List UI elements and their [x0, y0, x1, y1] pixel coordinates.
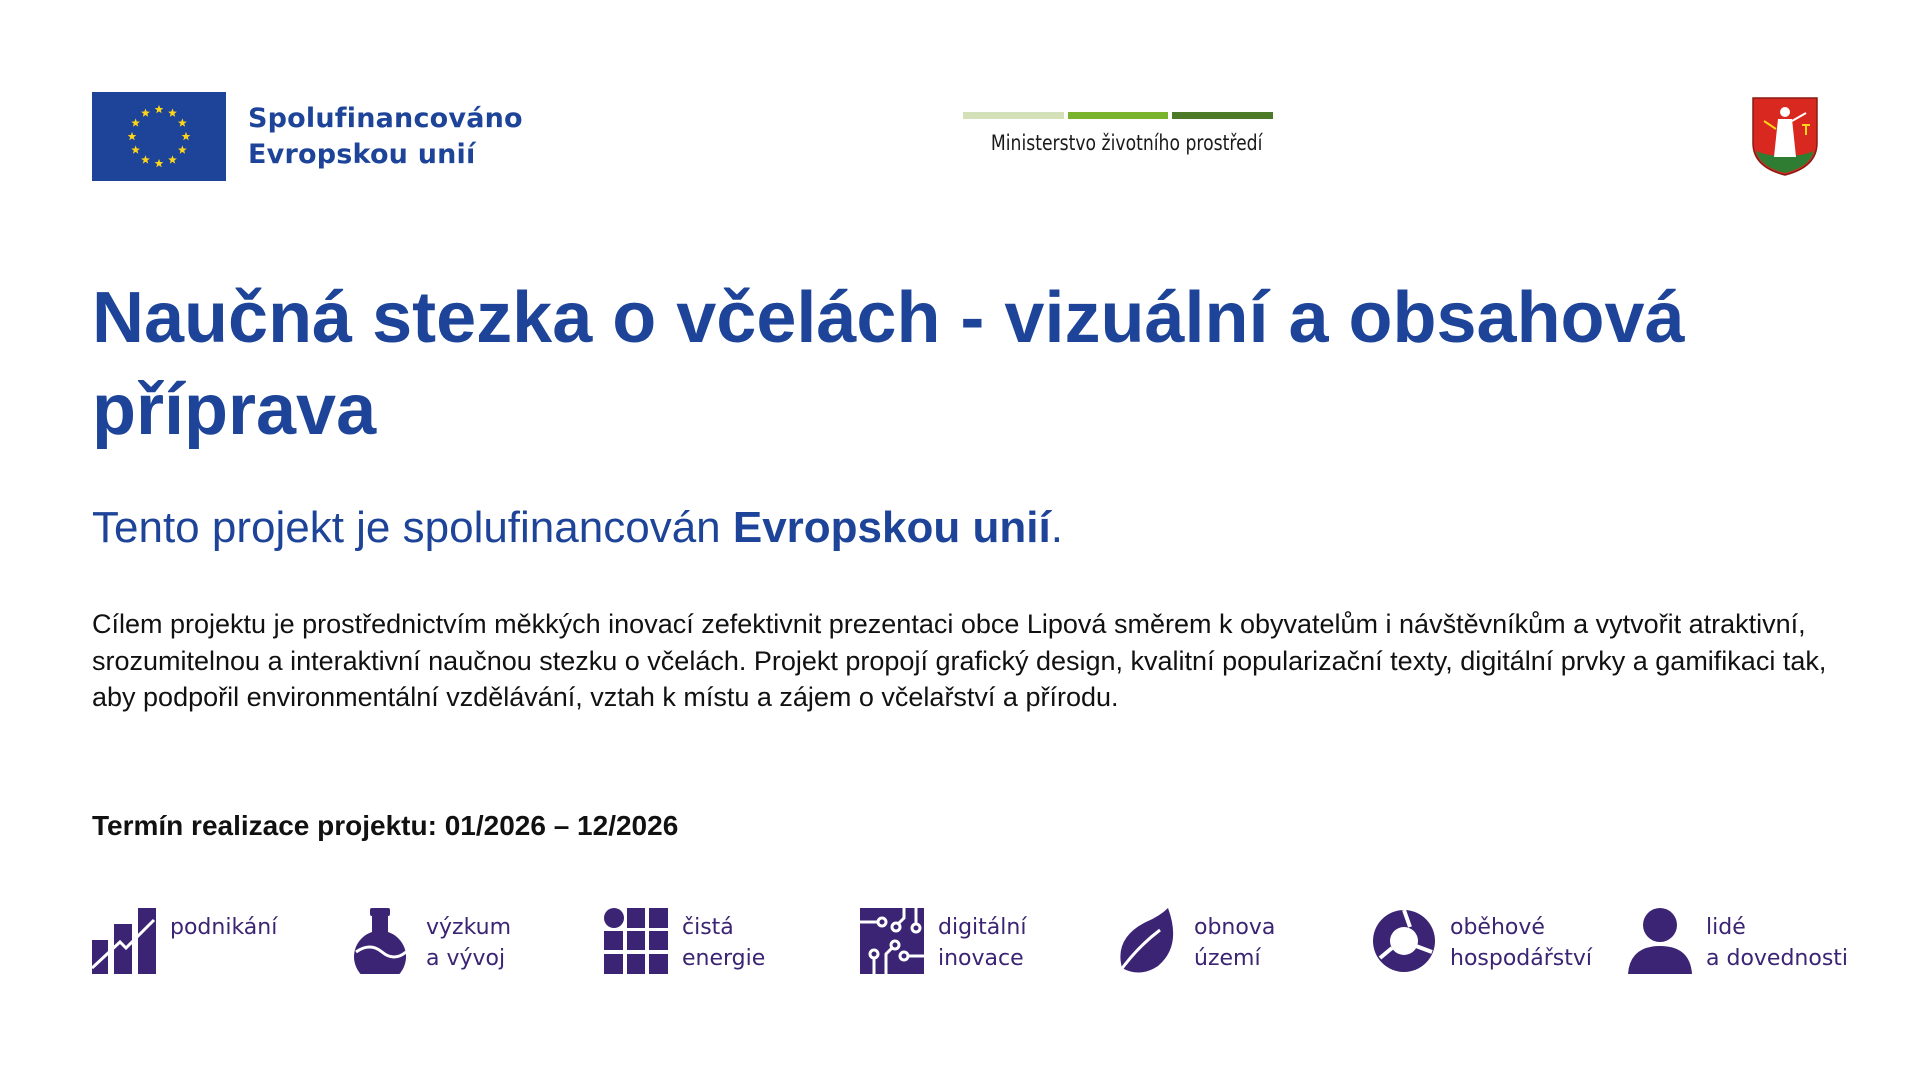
priority-clean-energy — [604, 908, 765, 974]
priority-label — [938, 912, 1026, 974]
priority-label-line2: energie — [682, 946, 766, 971]
circular-arrows-icon — [1372, 908, 1436, 974]
cofinancing-emphasis: Evropskou unií — [732, 503, 1051, 552]
cofinancing-statement — [92, 500, 1063, 556]
business-chart-icon — [92, 908, 156, 974]
priority-label-line1: výzkum — [426, 915, 512, 940]
priority-business — [92, 908, 277, 974]
flask-icon — [348, 908, 412, 974]
eu-logo-text — [248, 101, 523, 173]
priority-label-line2: území — [1194, 946, 1261, 971]
cofinancing-suffix: . — [1050, 503, 1063, 552]
ministry-logo-bars — [963, 112, 1273, 119]
priority-people-skills — [1628, 908, 1848, 974]
priority-label-line2: a dovednosti — [1706, 946, 1849, 971]
priority-research — [348, 908, 511, 974]
priority-label — [170, 912, 277, 943]
ministry-name: Ministerstvo životního prostředí — [990, 131, 1263, 155]
eu-logo-line2: Evropskou unií — [248, 138, 476, 170]
person-icon — [1628, 908, 1692, 974]
eu-priorities-row — [92, 908, 1852, 978]
priority-label — [1450, 912, 1592, 974]
project-term: Termín realizace projektu: 01/2026 – 12/2026 — [92, 810, 679, 841]
leaf-icon — [1116, 908, 1180, 974]
priority-label-line2: inovace — [938, 946, 1024, 971]
priority-label-line1: oběhové — [1450, 915, 1545, 940]
priority-label — [426, 912, 511, 974]
priority-digital — [860, 908, 1026, 974]
eu-cofinanced-logo — [92, 92, 523, 181]
coat-of-arms-icon — [1750, 95, 1820, 177]
priority-label-line1: podnikání — [170, 915, 278, 940]
priority-label — [1706, 912, 1848, 974]
page-title: Naučná stezka o včelách - vizuální a obsahová příprava — [92, 278, 1685, 450]
priority-circular-economy — [1372, 908, 1592, 974]
priority-territory-renewal — [1116, 908, 1275, 974]
circuit-icon — [860, 908, 924, 974]
eu-logo-line1: Spolufinancováno — [248, 102, 523, 134]
priority-label-line1: čistá — [682, 915, 734, 940]
priority-label-line1: obnova — [1194, 915, 1276, 940]
priority-label — [1194, 912, 1275, 974]
priority-label-line1: digitální — [938, 915, 1027, 940]
priority-label — [682, 912, 765, 974]
priority-label-line1: lidé — [1706, 915, 1746, 940]
priority-label-line2: hospodářství — [1450, 946, 1593, 971]
cofinancing-prefix: Tento projekt je spolufinancován — [92, 503, 733, 552]
grid-energy-icon — [604, 908, 668, 974]
project-description: Cílem projektu je prostřednictvím měkkých inovací zefektivnit prezentaci obce Lipová směrem k obyvatelům i návštěvníkům a vytvořit atraktivní, srozumitelnou a interaktivní naučnou stezku o včelách. Projekt propojí grafický design, kvalitní popularizační texty, digitální prvky a gamifikaci tak, aby podpořil environmentální vzdělávání, vztah k místu a zájem o včelařství a přírodu. — [92, 609, 1827, 712]
priority-label-line2: a vývoj — [426, 946, 506, 971]
eu-flag-icon — [92, 92, 226, 181]
ministry-logo — [963, 112, 1273, 155]
